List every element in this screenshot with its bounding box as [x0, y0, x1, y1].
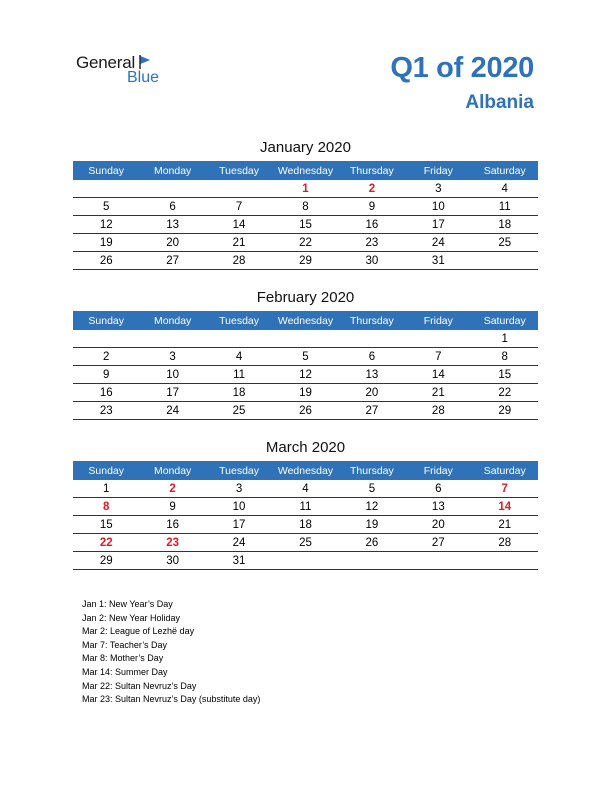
day-cell: 22 [299, 236, 312, 249]
day-cell: 5 [368, 482, 376, 495]
day-cell: 6 [435, 482, 442, 495]
weekday-label: Friday [423, 464, 453, 477]
day-cell: 1 [103, 482, 110, 495]
weekday-label: Sunday [88, 314, 125, 327]
day-cell: 13 [365, 368, 379, 381]
day-cell: 7 [435, 350, 442, 363]
week-row [73, 216, 538, 234]
day-cell: 24 [232, 536, 246, 549]
generalblue-logo [76, 50, 186, 90]
day-cell: 28 [498, 536, 512, 549]
day-cell: 2 [103, 350, 110, 363]
day-cell: 8 [103, 500, 110, 513]
holiday-item: Mar 14: Summer Day [82, 666, 168, 677]
day-cell: 23 [365, 236, 379, 249]
weekday-label: Sunday [88, 164, 125, 177]
day-cell: 20 [431, 518, 445, 531]
day-cell: 7 [235, 200, 243, 213]
day-cell: 16 [166, 518, 180, 531]
day-cell: 1 [501, 332, 508, 345]
day-cell: 27 [431, 536, 445, 549]
weekday-label: Saturday [483, 164, 526, 177]
holiday-item: Jan 1: New Year’s Day [82, 599, 173, 609]
month-title: March 2020 [265, 439, 346, 456]
weekday-label: Thursday [350, 464, 394, 477]
day-cell: 13 [166, 218, 180, 231]
day-cell: 10 [166, 368, 180, 381]
day-cell: 23 [99, 404, 113, 417]
week-row [73, 480, 538, 498]
weekday-label: Sunday [88, 464, 125, 477]
day-cell: 5 [302, 350, 309, 363]
weekday-label: Thursday [350, 314, 394, 327]
week-row [73, 252, 538, 270]
day-cell: 8 [501, 350, 508, 363]
day-cell: 20 [166, 236, 180, 249]
day-cell: 10 [431, 200, 445, 213]
month-calendar-january [73, 139, 538, 270]
day-cell: 18 [498, 218, 512, 231]
week-row [73, 234, 538, 252]
weekday-label: Monday [153, 314, 192, 327]
weekday-label: Wednesday [277, 314, 334, 327]
week-row [73, 516, 538, 534]
weekday-label: Monday [153, 164, 192, 177]
day-cell: 3 [169, 350, 176, 363]
day-cell: 4 [302, 482, 309, 495]
day-cell: 11 [498, 200, 511, 213]
day-cell: 12 [99, 218, 113, 231]
day-cell: 12 [365, 500, 379, 513]
day-cell: 23 [166, 536, 180, 549]
week-row [73, 498, 538, 516]
day-cell: 26 [299, 404, 312, 417]
weekday-label: Saturday [483, 314, 526, 327]
weekday-label: Saturday [483, 464, 526, 477]
holiday-item: Mar 8: Mother’s Day [82, 653, 164, 664]
day-cell: 8 [302, 200, 309, 213]
day-cell: 4 [501, 182, 508, 195]
day-cell: 2 [368, 182, 376, 195]
holiday-item: Jan 2: New Year Holiday [82, 612, 181, 623]
day-cell: 9 [368, 200, 376, 213]
day-cell: 25 [299, 536, 312, 549]
day-cell: 14 [431, 368, 445, 381]
month-calendar-february [73, 289, 538, 420]
day-cell: 25 [498, 236, 512, 249]
day-cell: 9 [103, 368, 110, 381]
day-cell: 14 [498, 500, 512, 513]
day-cell: 21 [232, 236, 246, 249]
logo-flag-icon [139, 55, 151, 69]
day-cell: 9 [169, 500, 176, 513]
holiday-list [82, 598, 260, 707]
weekday-label: Friday [423, 164, 453, 177]
day-cell: 19 [299, 386, 312, 399]
weekday-label: Thursday [350, 164, 394, 177]
weekday-label: Friday [423, 314, 453, 327]
month-calendar-march [73, 439, 538, 570]
weekday-header [73, 161, 538, 180]
week-row [73, 384, 538, 402]
day-cell: 4 [235, 350, 243, 363]
day-cell: 31 [232, 554, 246, 567]
day-cell: 26 [365, 536, 379, 549]
day-cell: 11 [233, 368, 246, 381]
day-cell: 24 [431, 236, 445, 249]
day-cell: 19 [365, 518, 379, 531]
weekday-label: Tuesday [219, 314, 259, 327]
day-cell: 10 [232, 500, 246, 513]
day-cell: 3 [235, 482, 243, 495]
day-cell: 20 [365, 386, 379, 399]
week-row [73, 402, 538, 420]
day-cell: 29 [99, 554, 113, 567]
day-cell: 17 [431, 218, 445, 231]
logo-word-general: General [76, 53, 136, 72]
day-cell: 30 [166, 554, 180, 567]
weekday-label: Wednesday [277, 464, 334, 477]
day-cell: 19 [99, 236, 113, 249]
day-cell: 16 [365, 218, 379, 231]
day-cell: 15 [299, 218, 312, 231]
day-cell: 24 [166, 404, 180, 417]
day-cell: 22 [99, 536, 113, 549]
week-row [73, 552, 538, 570]
day-cell: 11 [299, 500, 312, 513]
day-cell: 6 [368, 350, 376, 363]
week-row [73, 348, 538, 366]
weekday-header [73, 311, 538, 330]
day-cell: 12 [299, 368, 312, 381]
week-row [73, 534, 538, 552]
holiday-item: Mar 7: Teacher’s Day [82, 639, 168, 650]
day-cell: 15 [498, 368, 512, 381]
day-cell: 25 [232, 404, 246, 417]
holiday-item: Mar 22: Sultan Nevruz’s Day [82, 680, 197, 691]
day-cell: 7 [501, 482, 508, 495]
day-cell: 31 [431, 254, 445, 267]
weekday-label: Monday [153, 464, 192, 477]
day-cell: 1 [302, 182, 309, 195]
week-row [73, 198, 538, 216]
day-cell: 17 [232, 518, 246, 531]
day-cell: 2 [169, 482, 176, 495]
month-title: February 2020 [256, 289, 355, 306]
day-cell: 3 [435, 182, 442, 195]
logo-word-blue: Blue [127, 69, 160, 86]
month-title: January 2020 [260, 139, 351, 156]
day-cell: 29 [498, 404, 512, 417]
day-cell: 16 [99, 386, 113, 399]
day-cell: 18 [299, 518, 312, 531]
day-cell: 26 [99, 254, 113, 267]
week-row [73, 366, 538, 384]
day-cell: 18 [232, 386, 246, 399]
day-cell: 28 [431, 404, 445, 417]
day-cell: 21 [498, 518, 512, 531]
day-cell: 28 [232, 254, 246, 267]
weekday-label: Wednesday [277, 164, 334, 177]
page-title: Q1 of 2020 [390, 52, 534, 84]
weekday-label: Tuesday [219, 164, 259, 177]
holiday-item: Mar 2: League of Lezhë day [82, 626, 195, 637]
day-cell: 17 [166, 386, 180, 399]
week-row [73, 330, 538, 348]
weekday-header [73, 461, 538, 480]
day-cell: 27 [166, 254, 180, 267]
country-name: Albania [465, 92, 534, 113]
day-cell: 13 [431, 500, 445, 513]
day-cell: 29 [299, 254, 312, 267]
day-cell: 6 [169, 200, 176, 213]
day-cell: 21 [431, 386, 445, 399]
day-cell: 27 [365, 404, 379, 417]
day-cell: 22 [498, 386, 512, 399]
week-row [73, 180, 538, 198]
weekday-label: Tuesday [219, 464, 259, 477]
holiday-item: Mar 23: Sultan Nevruz’s Day (substitute day) [82, 694, 261, 705]
day-cell: 14 [232, 218, 246, 231]
day-cell: 15 [99, 518, 113, 531]
day-cell: 30 [365, 254, 379, 267]
day-cell: 5 [103, 200, 110, 213]
